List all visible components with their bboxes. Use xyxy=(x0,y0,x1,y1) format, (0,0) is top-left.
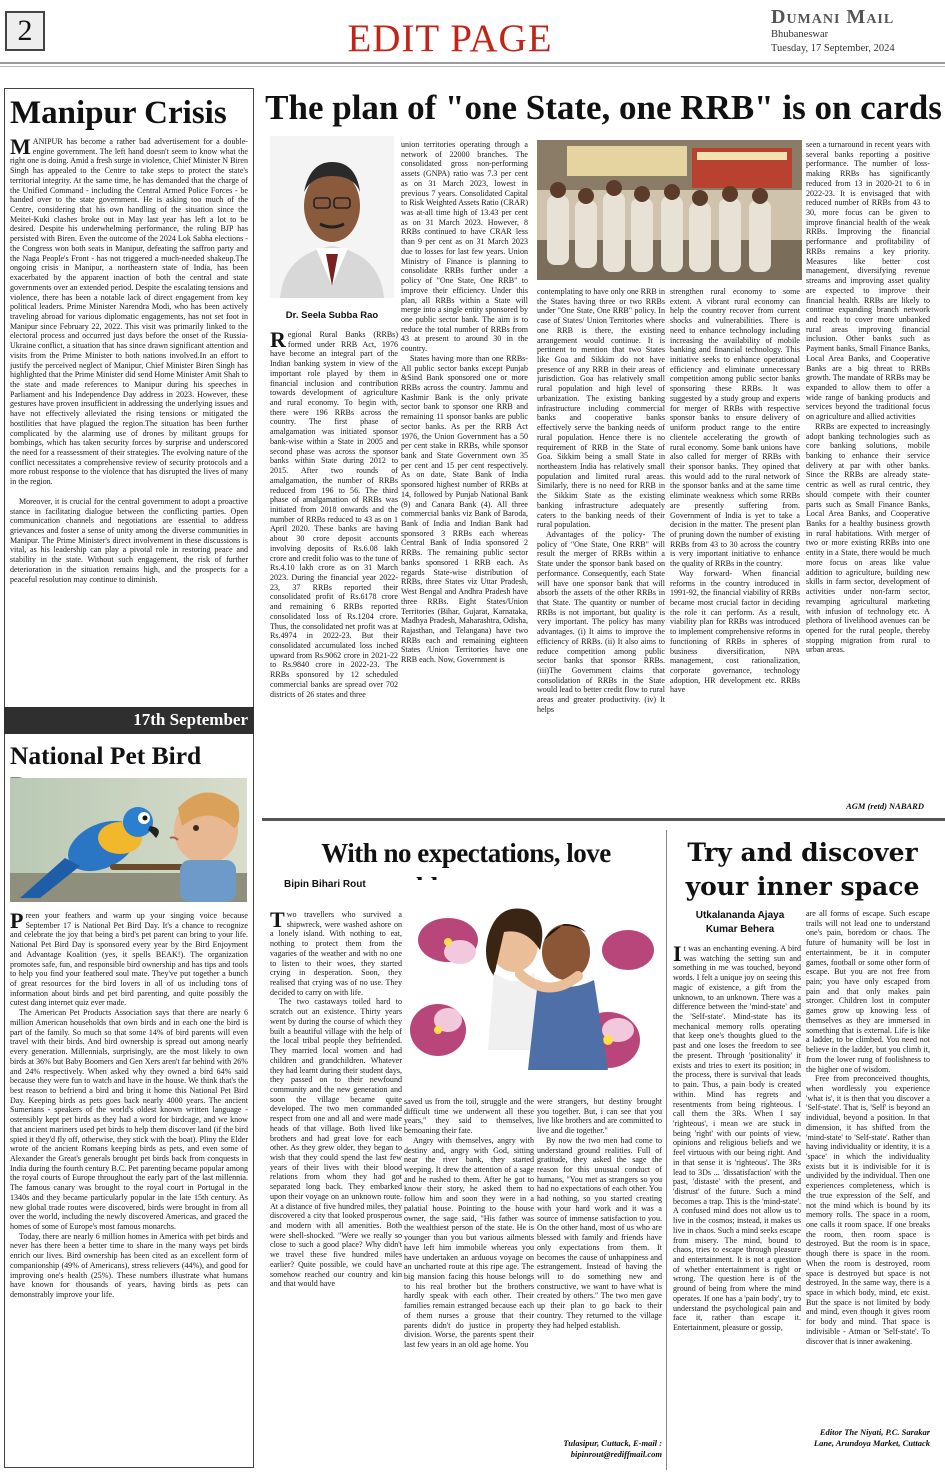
article-paragraph: Today, there are nearly 6 million homes in America with pet birds and never has there been a better time to share in the many ways pet birds enrich our lives. Bird ownership has been cited as an excellent form of companionship (49% of Americans), stress relievers (44%), and good for improving one's health (25%). These numbers illustrate what humans have known for thousands of years, having birds as pets can demonstrably improve your life. xyxy=(10,1231,248,1300)
love-headline: With no expectations, love xyxy=(321,838,611,868)
article-paragraph: Two travellers who survived a shipwreck, were washed ashore on a lonely island. With nothing to eat, nothing to protect them from the vagaries of the weather and with no one to listen to their woes, they started crying in desperation. Soon, they realised that crying was of no use. They decided to carry on with life. xyxy=(270,910,402,997)
inner-space-headline: Try and discover your inner space xyxy=(685,838,920,901)
masthead xyxy=(771,6,945,56)
bank-branch-illustration xyxy=(537,140,802,280)
date-banner-label: 17th September xyxy=(133,710,248,729)
article-paragraph: contemplating to have only one RRB in the States having three or two RRBs under "One State, One RRB" policy. In case of States/ Union Territories where one RRB is there, the existing arrangement would continue. It is pertinent to mention that two States like Goa and Sikkim do not have presence of any RRB in their areas of jurisdiction. Goa has relatively small rural population and high level of urbanization. The existing banking infrastructure including commercial banks and cooperative banks effectively serve the banking needs of rural population. Hence there is no requirement of RRB in the State of Goa. Sikkim being a small State in northeastern India has relatively small population and limited rural areas. Similarly, there is no need for RRB in the Sikkim State as the existing banking infrastructure adequately caters to the banking needs of their rural population. xyxy=(537,287,665,530)
article-paragraph: States having more than one RRBs- All public sector banks except Punjab &Sind Bank sponsored one or more RRBs across the country. Jammu and Kashmir Bank is the only private sector bank to sponsor one RRB and remaining 11 sponsor banks are public sector banks. As per the RRB Act 1976, the Union Government has a 50 per cent stake in RRBs, while sponsor bank and State Government own 35 per cent and 15 per cent respectively. As on date, State Bank of India sponsored highest number of RRBs at 14, followed by Punjab National Bank (9) and Canara Bank (4). All three commercial banks viz Bank of Baroda, Bank of India and Indian Bank had sponsored 3 RRBs each whereas Central Bank of India sponsored 2 RRBs. The remaining public sector banks sponsored 1 RRB each. As regards State-wise distribution of RRBs, three States viz Uttar Pradesh, West Bengal and Andhra Pradesh have three RRBs. Eight States/Union Territories (Bihar, Gujarat, Karnataka, Madhya Pradesh, Maharashtra, Odisha, Rajasthan, and Telangana) have two RRBs each and remaining eighteen States /Union Territories have one RRB each. Now, Government is xyxy=(401,353,528,665)
column-divider xyxy=(666,830,667,1470)
love-column-3 xyxy=(537,1097,662,1440)
edition-city: Bhubaneswar xyxy=(771,29,829,40)
article-paragraph: saved us from the toil, struggle and the difficult time we underwent all these years," they said to themselves, bemoaning their fate. xyxy=(404,1097,534,1136)
couple-photo xyxy=(408,880,664,1094)
couple-flowers-illustration xyxy=(408,880,664,1094)
pet-bird-headline: National Pet Bird xyxy=(10,741,202,770)
rrb-column-4 xyxy=(670,287,800,810)
pet-bird-article-body xyxy=(10,911,248,1467)
rrb-column-2 xyxy=(401,140,528,810)
bank-queue-photo xyxy=(537,140,802,280)
inner-space-author-name: Utkalananda Ajaya Kumar Behera xyxy=(695,910,785,935)
article-paragraph: seen a turnaround in recent years with several banks reporting a positive performance. The number of loss-making RRBs has significantly reduced from 13 in 2020-21 to 6 in 2022-23. It is envisaged that with reduced number of RRBs from 43 to 30, more focus can be given to improve financial health of the weak RRBs. Improving the financial performance and profitability of RRBs remains a key priority. Measures like better cost management, diversifying revenue streams and improving asset quality are expected to improve their financial health. RRBs are likely to continue expanding branch network and reach to cover more unbanked rural areas improving financial inclusion. Other banks such as Payment banks, Small Finance Banks, Local Area Banks, and Cooperative Banks are a big threat to RRBs growth. The mandate of RRBs may be expanded to allow them to offer a wide range of banking products and services beyond the traditional focus on agriculture and allied activities xyxy=(806,140,930,422)
edition-date: Tuesday, 17 September, 2024 xyxy=(771,43,895,54)
article-paragraph: RRBs are expected to increasingly adopt banking technologies such as core banking solutions, mobile banking to enhance their service delivery at par with other banks. Since the RRBs are already state-centric as well as rural centric, they should compete with their counter parts such as Small Finance Banks, Local Area Banks, and Cooperative Banks for a healthy business growth in rural habitations. With merger of two or more existing RRBs into one entity in a State, there would be much more focus on areas like value addition to agriculture, building new skills in farm sector, development of activities under non-farm sector, revamping agricultural marketing with infusion of technology etc. A plethora of livelihood avenues can be opened for the rural people, thereby stopping migration from rural to urban areas. xyxy=(806,421,930,655)
manipur-article-body xyxy=(10,137,248,702)
article-paragraph: union territories operating through a network of 22000 branches. The consolidated gross non-performing assets (GNPA) ratio was 7.3 per cent as on 31 March 2023, lowest in previous 7 years. Consolidated Capital to Risk Weighted Assets Ratio (CRAR) was at-all time high of 13.43 per cent as on 31 March 2023. However, 8 RRBs continued to have CRAR less than 9 per cent as on 31 March 2023 due to losses for last few years. Union Ministry of Finance is planning to consolidate RRBs further under a policy of "One State, One RRB" to improve their efficiency. Under this plan, all RRBs within a State will merge into a single entity sponsored by one public sector bank. The aim is to reduce the total number of RRBs from 43 at present to around 30 in the country. xyxy=(401,140,528,354)
love-column-1 xyxy=(270,910,402,1463)
article-paragraph: Moreover, it is crucial for the central government to adopt a proactive stance in facilitating dialogue between the conflicting parties. Open communication channels and negotiations are essential to address grievances and foster a sense of unity among the diverse communities in Manipur. The Prime Minister's direct involvement in these discussions is vital, as his leadership can play a pivotal role in restoring peace and stability in the state. Without such engagement, the risk of further deterioration in the situation remains high, and the prospects for a peaceful resolution may continue to diminish. xyxy=(10,496,248,584)
header-divider xyxy=(0,62,945,64)
author-photo xyxy=(270,136,394,298)
rrb-column-3 xyxy=(537,287,665,810)
love-column-2 xyxy=(404,1097,534,1464)
rrb-column-1 xyxy=(270,330,398,810)
article-paragraph: By now the two men had come to understand ground realities. Full of gratitude, they asked the sage the reason for this unusual conduct of humans, "You met as strangers so you had no expectations of each other. You had nothing, so you started creating with your hard work and it was a source of immense satisfaction to you. On the other hand, most of us who are blessed with family and friends have only expectations from them. It becomes the cause of unhappiness and estrangement. Instead of having the will to do something new and constructive, we want to have what is created by others." The two men gave up their plan to go back to their country. They returned to the village they had helped establish. xyxy=(537,1135,662,1330)
article-paragraph: It was an enchanting evening. A bird was watching the setting sun and something in me was touched, beyond words. I felt a unique joy on seeing this magic of existence, a gift from the unknown, to an unknown. There was a difference between the 'mind-state' and the 'Self-state'. Mind-state has its mechanical memory rolls operating that keep one's thoughts glued to the past and one loses the freedom to see the present. Through 'positionality' it exists and tries to exert its position; in the process, there is survival that leads to pain. Thus, a pain body is created within. Mind has regrets and resentments from being righteous. I call them the 3Rs. When I say 'righteous', i mean we are stuck in being 'right' with our points of view, opinions and religious beliefs and we feel virtuous with our being right. And in that sense it is 'righteous'. The 3Rs lead to 3Ds ... 'dissatisfaction' with the past, 'distaste' with the present, and 'distrust' of the future. Such a mind becomes a trap. This is the 'mind-state'. A confused mind does not allow us to live in the cosmos; instead, it makes us live in chaos. Such a mind seeks escape from misery. The mind, bound to chaos, tries to escape through pleasure and entertainment. It is not a question of whether entertainment is right or wrong. The question here is of the ground of being from where the mind operates. If one has a 'pain body', try to understand the psychological pain and face it, rather than escape it. Entertainment, pleasure or gossip, xyxy=(673,944,801,1333)
article-paragraph: Preen your feathers and warm up your singing voice because September 17 is National Pet Bird Day. It's a chance to recognize and celebrate the joy that being a bird's pet parent can bring to your life. National Pet Bird Day is sponsored every year by the Bird Enjoyment and Advantage Koalition (yes, it spells BEAK!). The organization promotes safe, fun, and responsible bird ownership and has tips and tools to help you find your feathered soul mate. They've put together a bunch of great resources for the bird lovers in all of us including tons of information about birds and pet bird parenting, and quite possibly the cutest dang internet quiz ever made. xyxy=(10,911,248,1008)
page-number: 2 xyxy=(5,11,45,51)
inner-space-author-credit: Editor The Niyati, P.C. Sarakar Lane, Arundoya Market, Cuttack xyxy=(813,1427,930,1448)
article-paragraph: Angry with themselves, angry with destiny and, angry with God, sitting near the river bank, they started weeping. It drew the attention of a sage and he rushed to them. After he got to know their story, he asked them to follow him and soon they were in a palatial house. Pointing to the house owner, the sage said, "His father was the wealthiest person of the state. He is younger than you but various ailments have left him immobile whereas you have undertaken an arduous voyage on an uncharted route at this ripe age. The big mansion facing this house belongs to his real brother but the brothers hardly speak with each other. Their families remain estranged because each of them nurses a grouse that their parents didn't do justice in property division. Worse, the parents spent their last few years in an old age home. You xyxy=(404,1135,534,1349)
rrb-column-5 xyxy=(806,140,930,790)
article-paragraph: are all forms of escape. Such escape trails will not lead one to understand one's pain, boredom or chaos. The future of humanity will be lost in entertainment, be it in computer games, football or some other form of escape. But you are not free from pain; you have only escaped from pain and that only makes pain stronger. Children lost in computer games grow up knowing less of themselves as they are immersed in something that is external. Life is like a ladder, to be climbed. You need not believe in the ladder, but you climb it, from the lower rung of foolishness to the higher one of wisdom. xyxy=(806,909,930,1074)
section-title: EDIT PAGE xyxy=(347,17,553,60)
article-paragraph: Free from preconceived thoughts, when wordlessly you experience 'what is', it is then that you discover a 'Self-state'. That is, 'Self' is beyond an individual, beyond a position. In that dimension, it has shifted from the 'mind-state' to 'Self-state'. Rather than having individuality or identity, it is a 'space' in which the individuality exists but it is indivisible for it is undivided by the individual. Then one experiences completeness, which is the true expression of the Self, and not the mind which is bound by its memory rolls. The space in a room, one calls it room space. If one breaks the room, then room space is destroyed. But the room is in space, though there is space in the room. When the room is destroyed, room space is destroyed but space is not destroyed. In the same way, there is a space in which body, mind, etc exist. But the space is not limited by body and mind, even though it gives room for body and mind. That space is indivisible - Atman or 'Self-state'. To discover that is inner awakening. xyxy=(806,1074,930,1346)
parrot-child-photo xyxy=(10,778,247,902)
article-paragraph: were strangers, but destiny brought you together. But, i can see that you live like brothers and are committed to live and die together." xyxy=(537,1097,662,1136)
manipur-headline: Manipur Crisis xyxy=(10,95,227,131)
article-paragraph: The two castaways toiled hard to scratch out an existence. Thirty years went by during the course of which they built a beautiful village with the help of the local tribal people they befriended. They married local women and had children and grandchildren. Whatever they had learnt during their student days, they passed on to their newfound community and the new generation and soon the village became quite developed. The two men commanded respect from one and all and were made heads of that village. Both lived like brothers and had great love for each other. As they grew older, they began to wish that they could spend the last few years of their lives with their blood relations from whom they had got separated long back. They embarked upon their voyage on an unknown route. At a distance of five hundred miles, they discovered a city that looked prosperous and modern with all amenities. Both were shell-shocked. "Were we really so close to such a good place? Why didn't we travel these five hundred miles earlier? Quite possible, we could have somehow reached our country and kin and that would have xyxy=(270,997,402,1289)
article-paragraph: The American Pet Products Association says that there are nearly 6 million American households that own birds and in each one the bird is part of the family. So much so that some 14% of bird parents will even travel with their birds. And bird ownership is spread out among nearly every generation. Millennials, surprisingly, are the most likely to own birds at 36% but Baby Boomers and Gen Xers aren't far behind with 26% and 24% respectively. When asked why they owned a bird 64% said because they were fun to watch and have in the house. We think that's the best reason to befriend a bird and bring it home this National Pet Bird Day. Keeping birds as pets goes back nearly 4000 years. The ancient Sumerians - speakers of the world's oldest known written language - ostensibly kept pet birds as they had a word for birdcage, and we know that ancient mariners used pet birds to help them discover land (if the bird spied it they'd fly off, otherwise, they stick with the boat). Pliny the Elder wrote of the ancient Romans keeping birds as pets, and even some of Alexander the Great's generals brought pet birds back from conquests in India during the fourth century B.C. Pet parenting became popular among the royal courts of Europe throughout the early part of the last millennia. The famous canary was brought to the royal court in Portugal in the 1340s and they became particularly popular in the late 15th century. As new global trade routes were discovered, birds were brought in from all over the world, including the newly discovered Americas, and graced the homes of some of Europe's most famous monarchs. xyxy=(10,1008,248,1231)
newspaper-name: Dumani Mail xyxy=(771,6,895,28)
inner-space-column-2 xyxy=(806,909,930,1424)
rrb-headline: The plan of "one State, one RRB" is on cards xyxy=(265,88,942,127)
article-paragraph: Regional Rural Banks (RRBs) formed under RRB Act, 1976 have become an integral part of the Indian banking system in view of the important role played by them in financial inclusion and contribution towards development of agriculture and rural economy. To begin with, there were 196 RRBs across the country. The first phase of amalgamation was initiated sponsor bank-wise within a State in 2005 and second phase was across the sponsor banks within State during 2012 to 2015. After two rounds of amalgamation, the number of RRBs reduced from 196 to 56. The third phase of amalgamation of RRBs was initiated from 2018 onwards and the number of RRBs reduced to 43 as on 1 April 2020. These banks are having about 30 crore deposit accounts involving deposits of Rs.6.08 lakh crore and credit folio was to the tune of Rs.4.10 lakh crore as on 31 March 2023. During the financial year 2022-23, 37 RRBs reported their consolidated profit of Rs.6178 crore and remaining 6 RRBs reported consolidated loss of Rs.1204 crore. Thus, the consolidated net profit was at Rs.4974 in 2022-23. But their consolidated accumulated loss inched upward from Rs.9062 crore in 2021-22 to Rs.9840 crore in 2022-23. The RRBs sponsored by 12 scheduled commercial banks are spread over 702 districts of 26 states and three xyxy=(270,330,398,699)
inner-space-column-1 xyxy=(673,944,801,1469)
header-divider-thin xyxy=(0,66,945,67)
rrb-bottom-rule xyxy=(262,818,945,821)
article-paragraph: Way forward- When financial reforms in the country introduced in 1991-92, the financial viability of RRBs became most crucial factor in deciding the role it can perform. As a result, viability plan for RRBs was introduced to implement comprehensive reforms in functioning of RRBs in spheres of business diversification, NPA management, cost rationalization, corporate governance, technology adoption, HR development etc. RRBs have xyxy=(670,568,800,695)
parrot-photo-illustration xyxy=(10,778,247,902)
rrb-author-credit: AGM (retd) NABARD xyxy=(846,801,924,811)
love-author-credit: Tulasipur, Cuttack, E-mail : bipinrout@rediffmail.com xyxy=(563,1438,662,1459)
rrb-author-name: Dr. Seela Subba Rao xyxy=(285,310,379,321)
article-paragraph: Advantages of the policy- The policy of "One State, One RRB" will result the merger of RRBs within a State under the sponsor bank based on performance. Consequently, each State will have one sponsor bank that will absorb the assets of the other RRBs in that State. The quantity or number of RRBs is not important, but quality is very important. The policy has many advantages. (i) It aims to improve the efficiency of RRBs. (ii) It also aims to reduce competition among public sector banks that sponsor RRBs. (iii)The Government claims that consolidation of RRBs in the State would lead to better credit flow to rural areas and greater productivity. (iv) It helps xyxy=(537,529,665,714)
article-paragraph: strengthen rural economy to some extent. A vibrant rural economy can help the country recover from current shocks and vulnerabilities. There is need to enhance technology including increasing the availability of mobile banking and financial technology. This initiative seeks to enhance operational efficiency and eliminate unnecessary competition among public sector banks sponsoring these RRBs. It was suggested by a study group and experts for merger of RRBs with respective sponsor banks to ensure delivery of uniform product range to the entire clientele accelerating the growth of rural economy. Some bank unions have also called for merger of RRBs with their sponsor banks. They opined that this would add to the rural network of the sponsor banks and at the same time eliminate weakness which some RRBs are presently suffering from. Government of India is yet to take a decision in the matter. The present plan of pruning down the number of existing RRBs from 43 to 30 across the country is very important initiative to enhance the quality of RRBs in the country. xyxy=(670,287,800,569)
author-portrait xyxy=(270,136,394,298)
article-paragraph: MANIPUR has become a rather bad advertisement for a double-engine government. The left hand doesn't seem to know what the right one is doing. Amid a fresh surge in violence, Chief Minister N Biren Singh has appealed to the Centre to take steps to protect the state's territorial integrity. At the same time, he has demanded that the charge of the Unified Command - including the Central Armed Police Forces - be handed over to the state government. He is asking too much of the Centre, considering that his own handling of the situation since the Meitei-Kuki clashes broke out in May last year has left a lot to be desired. Despite his underwhelming performance, the ruling BJP has persisted with Biren. Even the outcome of the 2024 Lok Sabha elections - the Congress won both seats in Manipur, defeating the saffron party and the Naga People's Front - has not triggered a much-needed shakeup.The ongoing crisis in Manipur, a northeastern state of India, has been exacerbated by the apparent inaction of both the central and state governments over an extended period. Despite the escalating tensions and violence, there has been a notable lack of direct engagement from key political leaders. Prime Minister Narendra Modi, who has been actively traveling abroad for various diplomatic engagements, has not set foot in Manipur since February 22, 2022. This visit was primarily linked to the electoral process and occurred just days before the onset of the Russia-Ukraine conflict, a situation that has since drawn significant attention and visits from the Prime Minister to both nations involved.In an effort to justify the perceived neglect of Manipur, Chief Minister Biren Singh has highlighted that the Prime Minister did send Home Minister Amit Shah to the state and made references to Manipur during his speeches in Parliament and his Independence Day address in 2023. However, these gestures have proven insufficient in addressing the underlying issues and have not effectively alleviated the rising tensions or mitigated the hostilities that have plagued the region.The situation has been further complicated by the alarming use of drones by militant groups for bombings, which has taken security forces by surprise and underscored the need for a reassessment of their strategies. The evolving nature of the conflict necessitates a comprehensive review of security protocols and a more robust response to the violence that has disrupted the lives of many in the region. xyxy=(10,137,248,487)
love-author-name: Bipin Bihari Rout xyxy=(284,879,366,890)
